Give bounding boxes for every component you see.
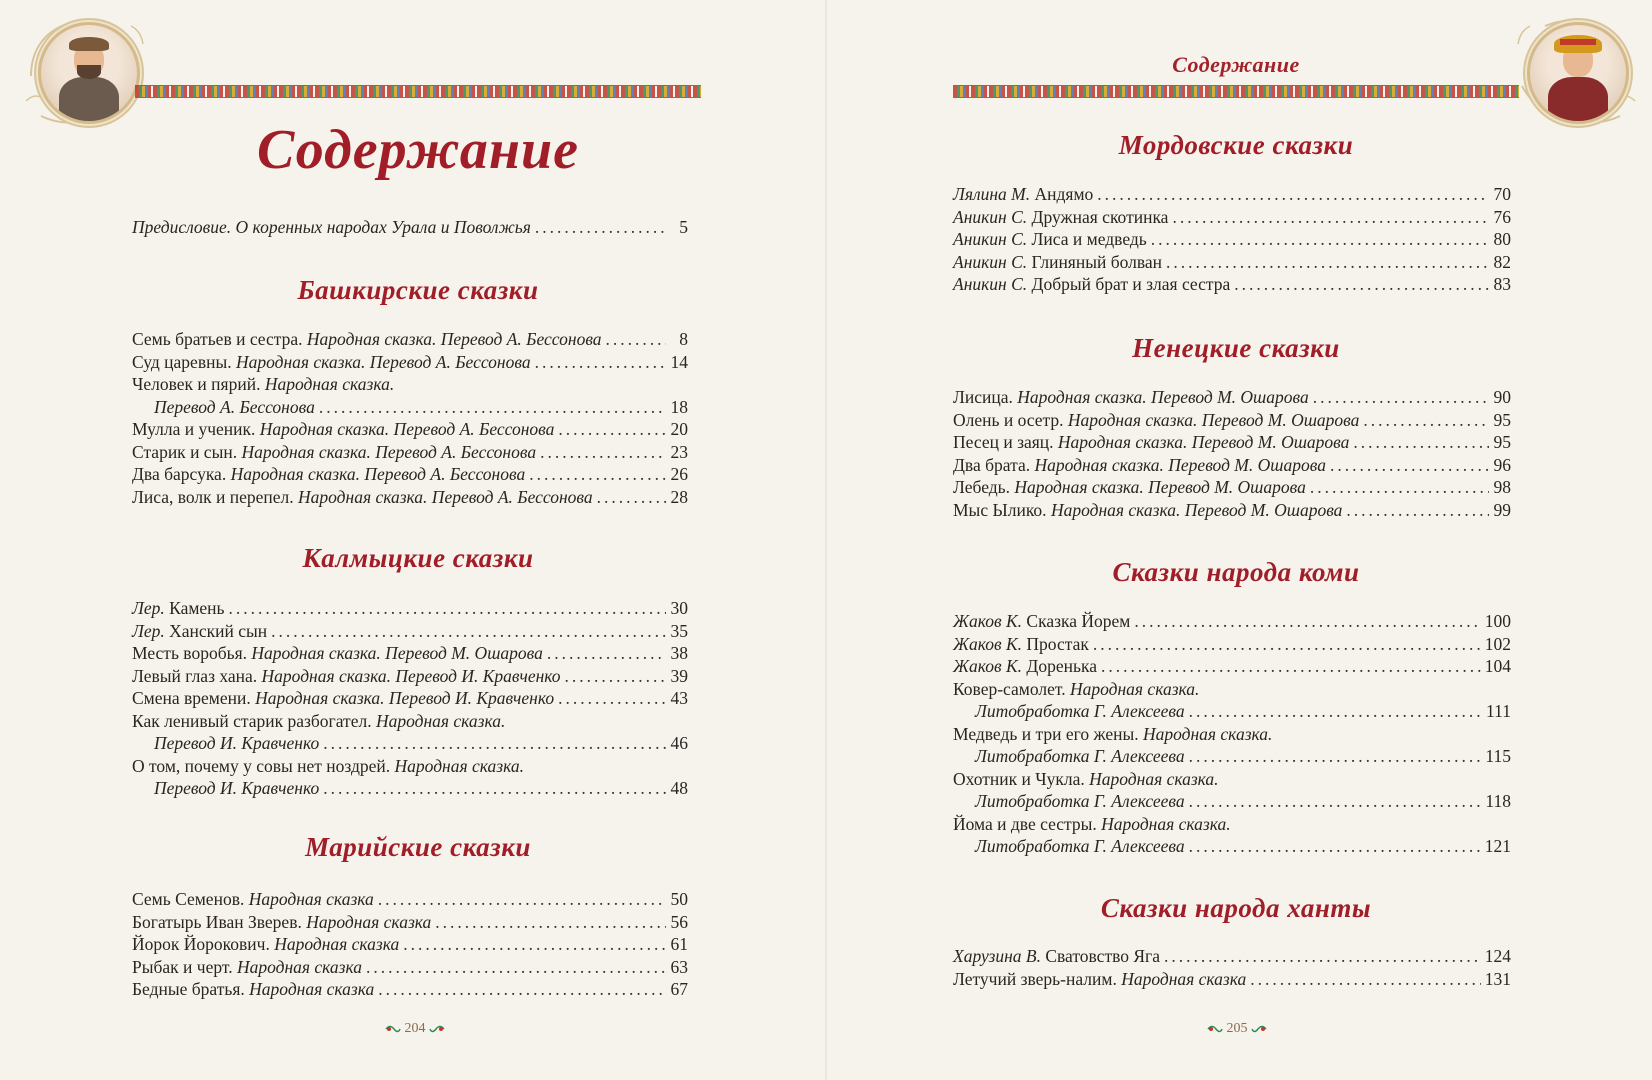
- toc-entry[interactable]: [132, 911, 688, 934]
- leader-dots: [1330, 454, 1489, 477]
- toc-entry-note: Народная сказка.: [394, 755, 524, 776]
- toc-entry[interactable]: [953, 431, 1511, 454]
- leader-dots: [1172, 206, 1489, 229]
- leader-dots: [535, 351, 666, 374]
- leader-dots: [565, 665, 666, 688]
- page-title: Содержание: [257, 119, 579, 181]
- toc-entry-note: Народная сказка.: [1089, 768, 1219, 789]
- folio-number: 205: [1226, 1021, 1248, 1036]
- leader-dots: [1353, 431, 1489, 454]
- toc-entry[interactable]: [132, 732, 688, 755]
- toc-entry-title: Песец и заяц.: [953, 432, 1054, 452]
- toc-entry-page: 67: [670, 979, 688, 999]
- toc-entry-note: Народная сказка. Перевод М. Ошарова: [1050, 499, 1343, 520]
- ornament-strip: [953, 85, 1519, 98]
- toc-entry-page: 50: [670, 889, 688, 909]
- toc-entry-note: Народная сказка. Перевод А. Бессонова: [241, 441, 537, 462]
- toc-entry[interactable]: [953, 206, 1511, 229]
- toc-entry-title: Сватовство Яга: [1045, 946, 1160, 966]
- leader-dots: [323, 777, 666, 800]
- toc-entry-title: Охотник и Чукла.: [953, 768, 1085, 789]
- leader-dots: [1189, 790, 1482, 813]
- leader-dots: [1101, 655, 1481, 678]
- toc-entry-page: 124: [1484, 946, 1511, 966]
- leader-dots: [271, 620, 666, 643]
- toc-entry-title: Лебедь.: [953, 477, 1010, 497]
- toc-entry[interactable]: [953, 183, 1511, 206]
- toc-entry[interactable]: [953, 790, 1511, 813]
- leader-dots: [1097, 183, 1489, 206]
- toc-entry-note: Перевод И. Кравченко: [154, 733, 320, 753]
- toc-entry-author: Харузина В.: [953, 946, 1041, 966]
- leader-dots: [1093, 633, 1481, 656]
- toc-entry-page: 8: [679, 329, 688, 349]
- toc-entry-title: Левый глаз хана.: [132, 665, 258, 686]
- toc-entry-note: Народная сказка. Перевод А. Бессонова: [306, 329, 602, 349]
- toc-entry-title: Предисловие. О коренных народах Урала и Поволжья: [132, 217, 531, 237]
- toc-entry-note: Народная сказка: [274, 934, 400, 954]
- toc-entry-note: Народная сказка. Перевод М. Ошарова: [1017, 387, 1309, 407]
- toc-entry[interactable]: [132, 418, 688, 441]
- toc-entry-note: Народная сказка. Перевод А. Бессонова: [235, 351, 531, 372]
- toc-entry[interactable]: [132, 441, 688, 464]
- toc-entry-note: Народная сказка. Перевод М. Ошарова: [1057, 432, 1350, 452]
- portrait-medallion-right: [1527, 22, 1629, 124]
- leader-dots: [1134, 610, 1480, 633]
- page-number-right: [1177, 1021, 1297, 1037]
- leader-dots: [529, 463, 666, 486]
- folio-number: 204: [404, 1021, 426, 1036]
- toc-entry[interactable]: [132, 328, 688, 351]
- section-heading: Калмыцкие сказки: [302, 543, 534, 573]
- toc-entry-page: 96: [1493, 454, 1511, 475]
- toc-entry-title: О том, почему у совы нет ноздрей.: [132, 755, 391, 776]
- toc-entry-note: Литобработка Г. Алексеева: [975, 791, 1185, 811]
- toc-entry-page: 46: [670, 733, 688, 753]
- toc-entry[interactable]: [953, 476, 1511, 499]
- toc-entry-title: Мулла и ученик.: [132, 419, 256, 439]
- leader-dots: [1189, 700, 1482, 723]
- leader-dots: [1363, 409, 1489, 432]
- toc-preface: [132, 216, 688, 239]
- toc-entry-page: 131: [1484, 968, 1511, 989]
- toc-entry-title: Лиса, волк и перепел.: [132, 486, 294, 507]
- toc-entry-author: Лер.: [132, 598, 165, 618]
- toc-entry[interactable]: [953, 813, 1511, 836]
- toc-entry-author: Жаков К.: [953, 633, 1023, 654]
- toc-entry[interactable]: [953, 723, 1511, 746]
- toc-entry-note: Литобработка Г. Алексеева: [975, 701, 1185, 721]
- toc-entry-title: Семь братьев и сестра.: [132, 329, 303, 349]
- toc-entry-page: 115: [1485, 746, 1511, 766]
- toc-entry[interactable]: [132, 687, 688, 710]
- toc-entry-page: 35: [670, 620, 688, 641]
- toc-entry-title: Андямо: [1034, 184, 1094, 204]
- toc-entry-author: Аникин С.: [953, 229, 1028, 249]
- toc-entry[interactable]: [953, 678, 1511, 701]
- toc-entry[interactable]: [953, 945, 1511, 968]
- toc-entry-page: 26: [670, 464, 688, 484]
- toc-entry-title: Смена времени.: [132, 688, 251, 708]
- toc-entry-note: Народная сказка. Перевод А. Бессонова: [259, 419, 555, 439]
- toc-entry-title: Доренька: [1026, 656, 1097, 676]
- vine-ornament-icon: [429, 1024, 445, 1034]
- toc-entry-title: Человек и пярий.: [132, 374, 261, 394]
- toc-list: [953, 183, 1511, 296]
- toc-entry-page: 20: [670, 419, 688, 439]
- toc-entry-note: Народная сказка.: [1101, 813, 1231, 834]
- toc-entry-page: 90: [1493, 387, 1511, 407]
- toc-entry-page: 28: [670, 486, 688, 507]
- toc-entry-title: Добрый брат и злая сестра: [1031, 274, 1231, 294]
- toc-entry-note: Народная сказка: [236, 956, 362, 977]
- leader-dots: [1234, 273, 1489, 296]
- toc-entry[interactable]: [132, 373, 688, 396]
- toc-entry[interactable]: [953, 251, 1511, 274]
- toc-entry[interactable]: [132, 978, 688, 1001]
- toc-entry[interactable]: [953, 700, 1511, 723]
- toc-entry-note: Народная сказка. Перевод М. Ошарова: [251, 643, 543, 663]
- section-heading: Мордовские сказки: [1118, 130, 1354, 160]
- vine-ornament-icon: [385, 1024, 401, 1034]
- toc-entry[interactable]: [132, 486, 688, 509]
- running-head: Содержание: [1172, 52, 1300, 77]
- leader-dots: [1250, 968, 1481, 991]
- toc-entry-note: Перевод А. Бессонова: [154, 396, 315, 417]
- toc-entry-title: Сказка Йорем: [1026, 611, 1131, 631]
- leader-dots: [1189, 745, 1482, 768]
- toc-entry-title: Бедные братья.: [132, 979, 245, 999]
- toc-entry-title: Лиса и медведь: [1031, 229, 1147, 249]
- leader-dots: [535, 216, 666, 239]
- toc-entry-title: Месть воробья.: [132, 643, 248, 663]
- toc-entry-page: 30: [670, 598, 688, 618]
- toc-list: [953, 945, 1511, 990]
- toc-entry-title: Как ленивый старик разбогател.: [132, 710, 372, 731]
- toc-entry-title: Дружная скотинка: [1031, 206, 1169, 227]
- ornament-strip: [135, 85, 701, 98]
- toc-entry-note: Народная сказка.: [1142, 723, 1273, 744]
- toc-entry[interactable]: [132, 597, 688, 620]
- leader-dots: [229, 597, 666, 620]
- leader-dots: [1189, 835, 1481, 858]
- toc-entry-note: Народная сказка: [249, 979, 375, 999]
- leader-dots: [597, 486, 666, 509]
- toc-entry-page: 43: [670, 688, 688, 708]
- toc-entry[interactable]: [953, 454, 1511, 477]
- toc-entry[interactable]: [132, 463, 688, 486]
- toc-entry-title: Два барсука.: [132, 464, 227, 484]
- leader-dots: [378, 978, 666, 1001]
- toc-entry-page: 104: [1484, 656, 1511, 676]
- toc-entry-page: 118: [1485, 791, 1511, 811]
- toc-entry-page: 18: [670, 396, 688, 417]
- toc-entry-title: Семь Семенов.: [132, 889, 245, 909]
- toc-entry-page: 102: [1484, 633, 1511, 654]
- leader-dots: [366, 956, 666, 979]
- vine-ornament-icon: [1251, 1024, 1267, 1034]
- toc-entry[interactable]: [132, 710, 688, 733]
- toc-entry[interactable]: [953, 610, 1511, 633]
- toc-entry-note: Народная сказка.: [375, 710, 506, 731]
- toc-entry-page: 83: [1493, 274, 1511, 294]
- toc-entry[interactable]: [953, 409, 1511, 432]
- vine-ornament-icon: [1207, 1024, 1223, 1034]
- toc-entry-title: Медведь и три его жены.: [953, 723, 1139, 744]
- leader-dots: [1166, 251, 1489, 274]
- section-heading: Сказки народа коми: [1112, 557, 1360, 587]
- toc-entry[interactable]: [132, 933, 688, 956]
- toc-entry-title: Глиняный болван: [1031, 251, 1163, 272]
- toc-entry[interactable]: [132, 396, 688, 419]
- toc-entry-page: 39: [670, 665, 688, 686]
- toc-list: [953, 610, 1511, 858]
- leader-dots: [1346, 499, 1489, 522]
- toc-entry[interactable]: [953, 655, 1511, 678]
- leader-dots: [558, 418, 666, 441]
- toc-entry-page: 100: [1484, 611, 1511, 631]
- toc-entry-note: Народная сказка: [1121, 968, 1247, 989]
- section-heading: Ненецкие сказки: [1132, 333, 1340, 363]
- leader-dots: [323, 732, 666, 755]
- toc-entry-title: Йома и две сестры.: [953, 813, 1097, 834]
- toc-entry-page: 61: [670, 934, 688, 954]
- toc-entry-title: Ханский сын: [169, 620, 268, 641]
- toc-entry-title: Простак: [1026, 633, 1089, 654]
- leader-dots: [1310, 476, 1489, 499]
- toc-entry-note: Народная сказка: [248, 889, 374, 909]
- toc-entry[interactable]: [953, 228, 1511, 251]
- toc-entry-page: 5: [679, 217, 688, 237]
- toc-entry[interactable]: [132, 777, 688, 800]
- toc-entry-page: 63: [670, 956, 688, 977]
- toc-entry[interactable]: [132, 665, 688, 688]
- toc-entry-title: Камень: [169, 598, 225, 618]
- leader-dots: [558, 687, 666, 710]
- toc-entry[interactable]: [132, 888, 688, 911]
- leader-dots: [435, 911, 666, 934]
- toc-entry-title: Богатырь Иван Зверев.: [132, 911, 302, 932]
- toc-entry-page: 98: [1493, 477, 1511, 497]
- toc-entry-note: Литобработка Г. Алексеева: [975, 836, 1185, 856]
- toc-entry-title: Йорок Йорокович.: [132, 934, 270, 954]
- toc-list: [132, 328, 688, 508]
- toc-entry-title: Старик и сын.: [132, 441, 238, 462]
- toc-entry-page: 48: [670, 778, 688, 798]
- toc-entry-title: Рыбак и черт.: [132, 956, 233, 977]
- portrait-medallion-left: [38, 22, 140, 124]
- toc-entry-page: 95: [1493, 409, 1511, 430]
- book-gutter: [825, 0, 827, 1080]
- toc-entry-note: Народная сказка. Перевод И. Кравченко: [255, 688, 555, 708]
- toc-entry-page: 111: [1486, 701, 1511, 721]
- toc-entry-note: Народная сказка. Перевод А. Бессонова: [230, 464, 526, 484]
- toc-entry[interactable]: [132, 956, 688, 979]
- toc-entry-note: Литобработка Г. Алексеева: [975, 746, 1185, 766]
- toc-entry[interactable]: [953, 835, 1511, 858]
- toc-entry[interactable]: [132, 620, 688, 643]
- leader-dots: [1164, 945, 1481, 968]
- toc-entry[interactable]: [953, 633, 1511, 656]
- section-heading: Башкирские сказки: [297, 275, 539, 305]
- toc-entry-note: Народная сказка. Перевод А. Бессонова: [298, 486, 593, 507]
- toc-entry-title: Мыс Ылико.: [953, 499, 1047, 520]
- toc-entry-note: Народная сказка. Перевод М. Ошарова: [1014, 477, 1306, 497]
- toc-entry-page: 121: [1484, 836, 1511, 856]
- leader-dots: [1151, 228, 1489, 251]
- toc-entry-author: Жаков К.: [953, 611, 1023, 631]
- toc-entry-page: 23: [670, 441, 688, 462]
- toc-entry-title: Два брата.: [953, 454, 1031, 475]
- toc-entry-page: 80: [1493, 229, 1511, 249]
- toc-entry-page: 95: [1493, 432, 1511, 452]
- leader-dots: [1313, 386, 1489, 409]
- toc-entry-note: Народная сказка.: [264, 374, 395, 394]
- toc-entry-author: Аникин С.: [953, 251, 1028, 272]
- toc-entry-page: 99: [1493, 499, 1511, 520]
- toc-entry[interactable]: [953, 499, 1511, 522]
- toc-entry[interactable]: [953, 273, 1511, 296]
- leader-dots: [606, 328, 666, 351]
- toc-entry[interactable]: [132, 642, 688, 665]
- toc-list: [953, 386, 1511, 521]
- toc-entry-title: Лисица.: [953, 387, 1013, 407]
- toc-entry[interactable]: [953, 768, 1511, 791]
- toc-entry-page: 82: [1493, 251, 1511, 272]
- toc-entry-page: 70: [1493, 184, 1511, 204]
- toc-entry-title: Суд царевны.: [132, 351, 232, 372]
- page-number-left: [355, 1021, 475, 1037]
- toc-entry[interactable]: [132, 755, 688, 778]
- toc-entry-page: 56: [670, 911, 688, 932]
- section-heading: Сказки народа ханты: [1100, 893, 1372, 923]
- toc-list: [132, 597, 688, 800]
- toc-entry-author: Аникин С.: [953, 206, 1028, 227]
- toc-entry-title: Олень и осетр.: [953, 409, 1064, 430]
- toc-entry-note: Народная сказка. Перевод М. Ошарова: [1034, 454, 1326, 475]
- toc-entry[interactable]: [953, 968, 1511, 991]
- toc-entry[interactable]: [953, 386, 1511, 409]
- toc-entry-title: Летучий зверь-налим.: [953, 968, 1117, 989]
- toc-entry-author: Жаков К.: [953, 656, 1023, 676]
- leader-dots: [547, 642, 666, 665]
- section-heading: Марийские сказки: [305, 832, 531, 862]
- toc-entry[interactable]: [132, 216, 688, 239]
- toc-list: [132, 888, 688, 1001]
- toc-entry-page: 76: [1493, 206, 1511, 227]
- leader-dots: [540, 441, 666, 464]
- toc-entry-note: Народная сказка. Перевод М. Ошарова: [1067, 409, 1360, 430]
- toc-entry-page: 14: [670, 351, 688, 372]
- leader-dots: [403, 933, 666, 956]
- toc-entry-note: Народная сказка. Перевод И. Кравченко: [261, 665, 561, 686]
- leader-dots: [378, 888, 666, 911]
- toc-entry[interactable]: [132, 351, 688, 374]
- toc-entry[interactable]: [953, 745, 1511, 768]
- toc-entry-title: Ковер-самолет.: [953, 678, 1066, 699]
- toc-entry-author: Аникин С.: [953, 274, 1028, 294]
- leader-dots: [319, 396, 666, 419]
- toc-entry-note: Народная сказка: [306, 911, 432, 932]
- toc-entry-note: Перевод И. Кравченко: [154, 778, 320, 798]
- toc-entry-note: Народная сказка.: [1069, 678, 1200, 699]
- toc-entry-author: Лер.: [132, 620, 165, 641]
- toc-entry-page: 38: [670, 643, 688, 663]
- toc-entry-author: Лялина М.: [953, 184, 1031, 204]
